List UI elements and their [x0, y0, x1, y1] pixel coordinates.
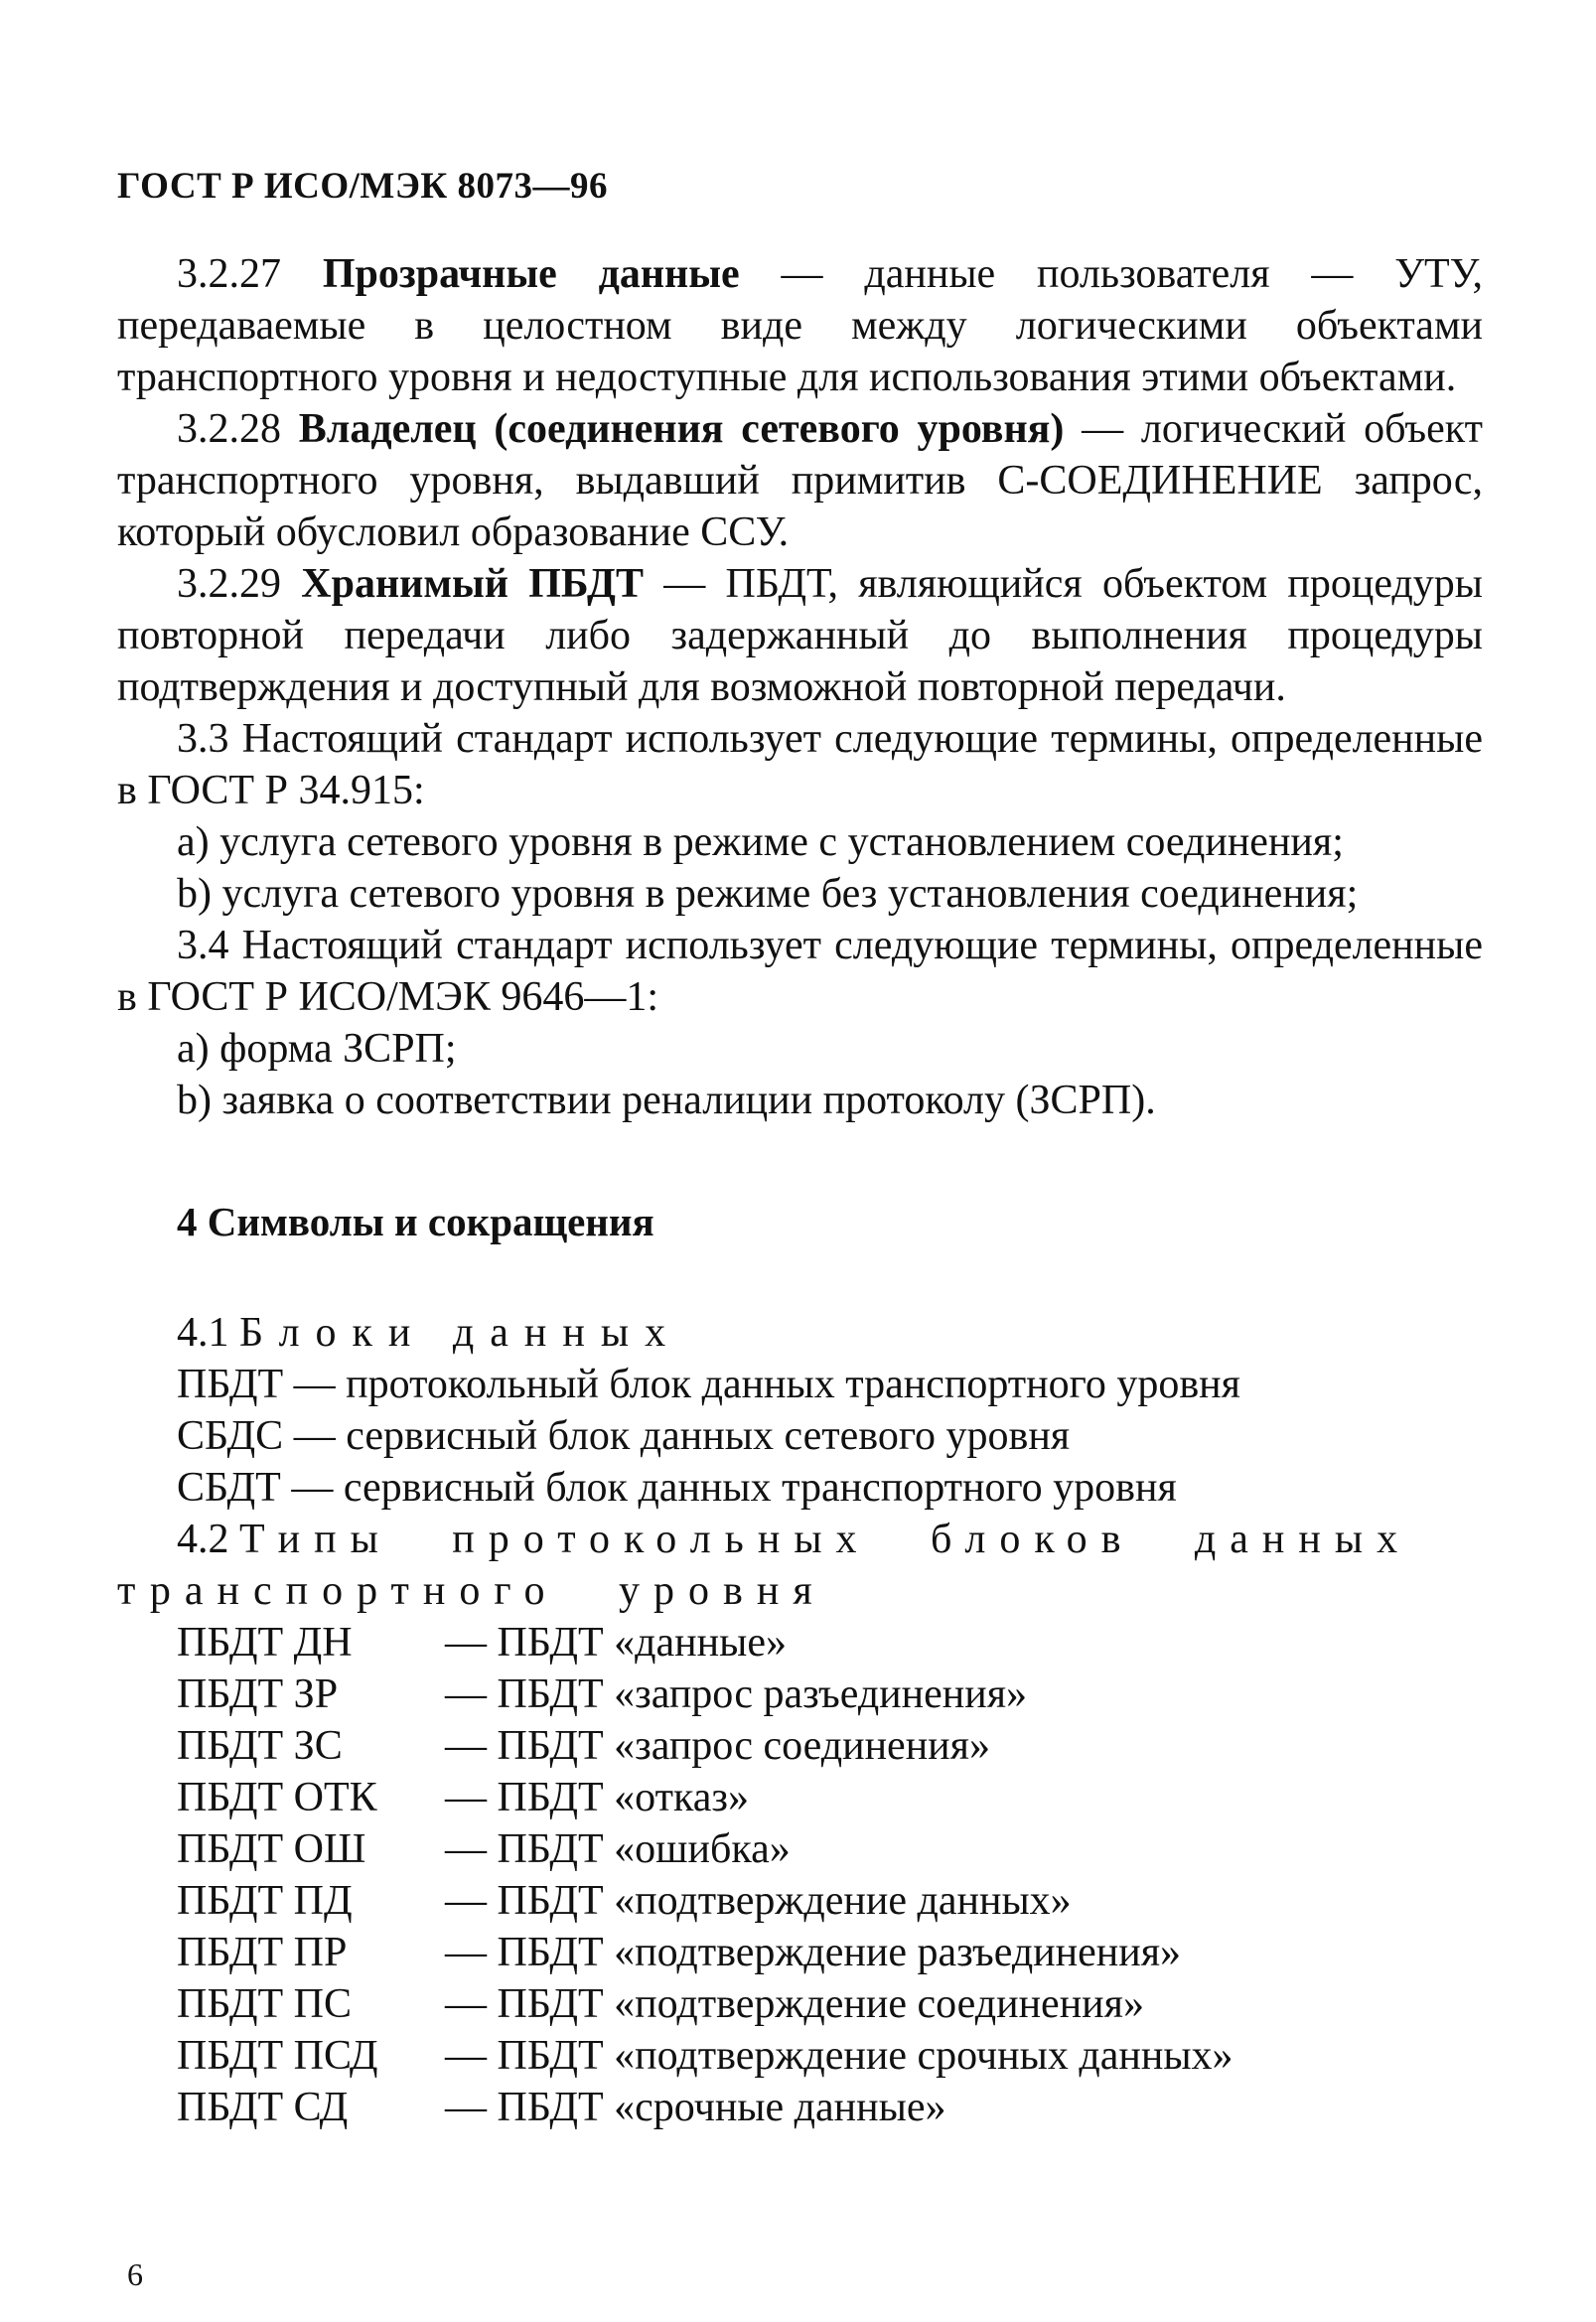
pdu-code: ПБДТ ПСД: [177, 2033, 378, 2079]
subsection-4-2-title: [117, 1514, 1483, 1565]
pdu-type-row: [117, 1927, 1483, 1978]
term: Владелец (соединения сетевого уровня): [298, 406, 1065, 452]
pdu-definition: — ПБДТ «подтверждение срочных данных»: [445, 2033, 1233, 2079]
paragraph-3-4: 3.4 Настоящий стандарт использует следующие термины, определенные в ГОСТ Р ИСО/МЭК 9646—1:: [117, 923, 1483, 1020]
paragraph-3-3: 3.3 Настоящий стандарт использует следующие термины, определенные в ГОСТ Р 34.915:: [117, 716, 1483, 813]
abbreviation-item: ПБДТ — протокольный блок данных транспортного уровня: [177, 1362, 1240, 1407]
subsection-4-1-title: [117, 1307, 1483, 1359]
section-4-title: 4 Символы и сокращения: [177, 1199, 654, 1244]
page-number: 6: [127, 2256, 143, 2292]
pdu-type-row: [117, 1875, 1483, 1927]
pdu-type-row: [117, 1720, 1483, 1772]
pdu-definition: — ПБДТ «ошибка»: [445, 1826, 791, 1872]
subsection-title: Типы протокольных блоков данных: [239, 1517, 1412, 1562]
term: Прозрачные данные: [322, 251, 740, 297]
paragraph-3-2-27: [117, 248, 1483, 403]
pdu-type-row: [117, 1669, 1483, 1720]
paragraph-3-2-28: [117, 403, 1483, 558]
pdu-type-row: [117, 1978, 1483, 2030]
term: Хранимый ПБДТ: [301, 561, 644, 607]
list-item-3-3-a: а) услуга сетевого уровня в режиме с установлением соединения;: [177, 819, 1344, 865]
pdu-definition: — ПБДТ «подтверждение разъединения»: [445, 1930, 1182, 1975]
paragraph-3-2-29: [117, 558, 1483, 713]
document-header: ГОСТ Р ИСО/МЭК 8073—96: [117, 166, 609, 207]
pdu-code: ПБДТ ПР: [177, 1930, 348, 1975]
list-item-3-4-a: а) форма ЗСРП;: [177, 1026, 457, 1072]
pdu-type-row: [117, 2082, 1483, 2133]
subsection-number: 4.1: [177, 1310, 229, 1356]
pdu-definition: — ПБДТ «данные»: [445, 1620, 787, 1666]
abbreviation-item: СБДС — сервисный блок данных сетевого уровня: [177, 1413, 1071, 1459]
list-item-3-3-b: b) услуга сетевого уровня в режиме без установления соединения;: [177, 871, 1359, 917]
pdu-definition: — ПБДТ «запрос соединения»: [445, 1723, 990, 1769]
definition: — ПБДТ, являющийся объектом процедуры повторной передачи либо задержанный до выполнения процедуры подтверждения и доступный для возможной повторной передачи.: [117, 561, 1483, 710]
pdu-code: ПБДТ ОТК: [177, 1775, 377, 1820]
pdu-code: ПБДТ ПД: [177, 1878, 353, 1924]
clause-number: 3.2.29: [177, 561, 281, 607]
pdu-type-row: [117, 2030, 1483, 2082]
subsection-title-continued: транспортного уровня: [117, 1568, 826, 1614]
pdu-definition: — ПБДТ «подтверждение соединения»: [445, 1981, 1144, 2027]
definition: — логический объект транспортного уровня, выдавший примитив С-СОЕДИНЕНИЕ запрос, который обусловил образование ССУ.: [117, 406, 1483, 555]
abbreviation-item: СБДТ — сервисный блок данных транспортного уровня: [177, 1465, 1177, 1511]
pdu-definition: — ПБДТ «подтверждение данных»: [445, 1878, 1072, 1924]
pdu-definition: — ПБДТ «запрос разъединения»: [445, 1671, 1028, 1717]
clause-number: 3.2.27: [177, 251, 281, 297]
pdu-code: ПБДТ ЗС: [177, 1723, 343, 1769]
pdu-type-row: [117, 1823, 1483, 1875]
pdu-code: ПБДТ СД: [177, 2085, 349, 2130]
pdu-code: ПБДТ ОШ: [177, 1826, 366, 1872]
subsection-title: Блоки данных: [239, 1310, 682, 1356]
definition: — данные пользователя — УТУ, передаваемые в целостном виде между логическими объектами транспортного уровня и недоступные для использования этими объектами.: [117, 251, 1484, 400]
pdu-definition: — ПБДТ «срочные данные»: [445, 2085, 946, 2130]
document-body: [117, 248, 1483, 2133]
pdu-type-row: [117, 1772, 1483, 1823]
clause-number: 3.2.28: [177, 406, 281, 452]
pdu-code: ПБДТ ДН: [177, 1620, 353, 1666]
subsection-number: 4.2: [177, 1517, 229, 1562]
pdu-code: ПБДТ ПС: [177, 1981, 352, 2027]
pdu-type-row: [117, 1617, 1483, 1669]
pdu-code: ПБДТ ЗР: [177, 1671, 339, 1717]
pdu-definition: — ПБДТ «отказ»: [445, 1775, 749, 1820]
list-item-3-4-b: b) заявка о соответствии реналиции протоколу (ЗСРП).: [177, 1078, 1156, 1123]
